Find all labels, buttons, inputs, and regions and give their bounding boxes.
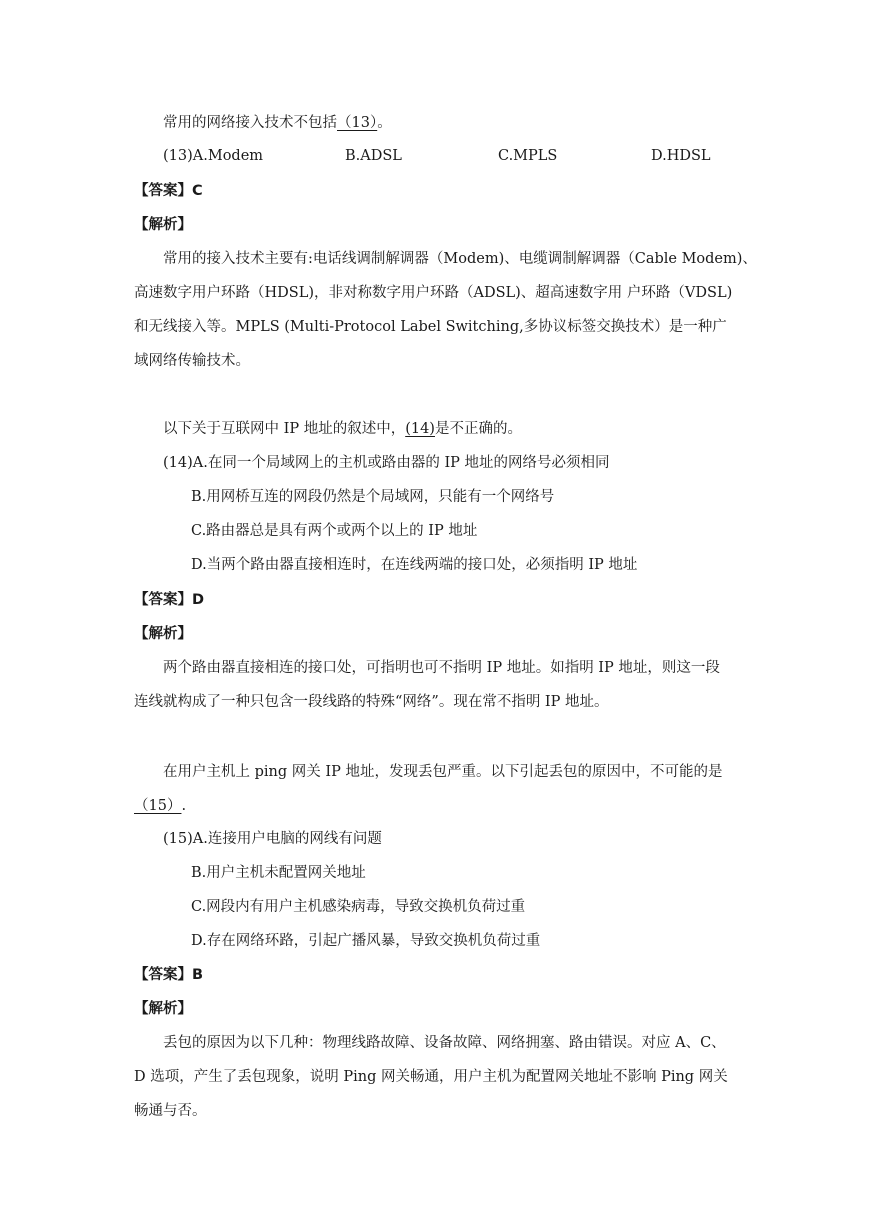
q13-stem [163,113,392,133]
q14-option-c: C.路由器总是具有两个或两个以上的 IP 地址 [191,523,478,539]
q15-option-a: (15)A.连接用户电脑的网线有问题 [163,831,382,847]
q14-option-a: (14)A.在同一个局域网上的主机或路由器的 IP 地址的网络号必须相同 [163,455,610,471]
q15-analysis-line-2: D 选项，产生了丢包现象，说明 Ping 网关畅通，用户主机为配置网关地址不影响 Ping 网关 [134,1069,728,1085]
q14-analysis-label [134,624,192,644]
q15-analysis-line-3: 畅通与否。 [134,1103,207,1119]
q13-analysis-label-text: 【解析】 [134,217,192,233]
q13-answer-value: C [192,183,203,199]
q13-option-b: B.ADSL [345,148,402,164]
q13-option-d: D.HDSL [651,148,711,164]
q15-answer-value: B [192,967,204,983]
q15-answer-label: 【答案】 [134,967,192,983]
q14-blank: (14) [405,421,435,437]
q13-answer [134,181,203,201]
q14-stem-text: 以下关于互联网中 IP 地址的叙述中， [163,421,406,437]
q13-option-c: C.MPLS [498,148,558,164]
q15-analysis-label [134,999,192,1019]
q15-option-b: B.用户主机未配置网关地址 [191,865,366,881]
q14-answer-value: D [192,592,205,608]
q14-option-d: D.当两个路由器直接相连时，在连线两端的接口处，必须指明 IP 地址 [191,557,638,573]
q14-analysis-line-2: 连线就构成了一种只包含一段线路的特殊“网络”。现在常不指明 IP 地址。 [134,694,609,710]
q13-stem-end: 。 [377,115,392,131]
q13-analysis-label [134,215,192,235]
q13-option-a: (13)A.Modem [163,148,264,164]
q15-analysis-label-text: 【解析】 [134,1001,192,1017]
q15-option-d: D.存在网络环路，引起广播风暴，导致交换机负荷过重 [191,933,541,949]
q14-stem [163,419,522,439]
q15-answer [134,965,203,985]
q14-answer [134,590,204,610]
q13-analysis-line-1: 常用的接入技术主要有:电话线调制解调器（Modem)、电缆调制解调器（Cable Modem)、 [163,251,757,267]
q15-stem-line-1: 在用户主机上 ping 网关 IP 地址，发现丢包严重。以下引起丢包的原因中，不可能的是 [163,764,723,780]
q15-option-c: C.网段内有用户主机感染病毒，导致交换机负荷过重 [191,899,526,915]
q13-stem-text: 常用的网络接入技术不包括 [163,115,337,131]
q14-analysis-line-1: 两个路由器直接相连的接口处，可指明也可不指明 IP 地址。如指明 IP 地址，则这一段 [163,660,720,676]
q15-analysis-line-1: 丢包的原因为以下几种：物理线路故障、设备故障、网络拥塞、路由错误。对应 A、C、 [163,1035,726,1051]
q13-blank: （13） [337,115,378,131]
q13-analysis-line-4: 域网络传输技术。 [134,353,250,369]
q15-stem-end: . [181,798,187,814]
q13-analysis-line-3: 和无线接入等。MPLS (Multi-Protocol Label Switching,多协议标签交换技术）是一种广 [134,319,727,335]
q14-option-b: B.用网桥互连的网段仍然是个局域网，只能有一个网络号 [191,489,555,505]
q13-analysis-line-2: 高速数字用户环路（HDSL)，非对称数字用户环路（ADSL)、超高速数字用 户环路（VDSL) [134,285,733,301]
q13-options [163,146,763,166]
q14-answer-label: 【答案】 [134,592,192,608]
q15-stem-line-2 [134,796,186,816]
q14-stem-end: 是不正确的。 [434,421,522,437]
q14-analysis-label-text: 【解析】 [134,626,192,642]
q13-answer-label: 【答案】 [134,183,192,199]
q15-blank: （15） [134,798,182,814]
